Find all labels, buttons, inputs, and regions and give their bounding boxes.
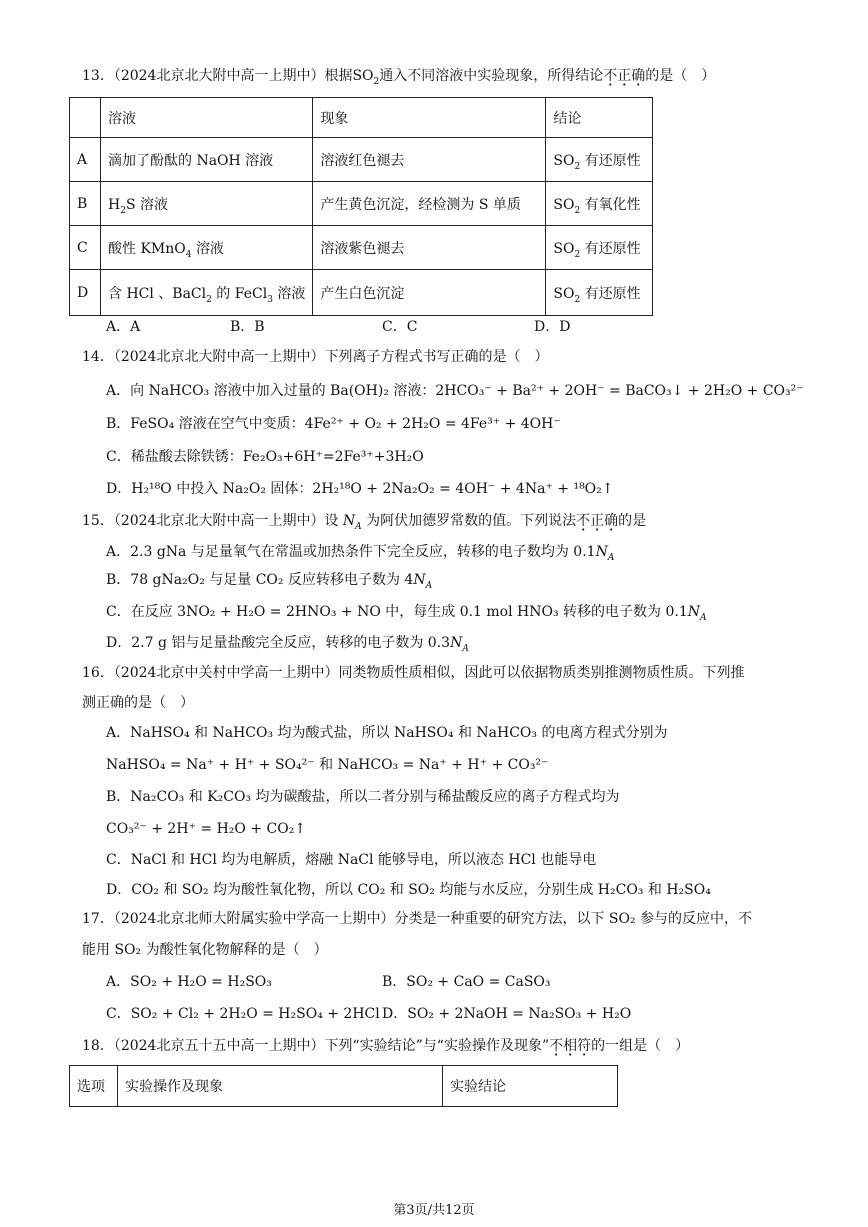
q15-option-c: C．在反应 3NO₂ + H₂O = 2HNO₃ + NO 中，每生成 0.1 mol HNO₃ 转移的电子数为 $0.1N_A$ — [106, 604, 707, 623]
q15-option-b: B．78 gNa₂O₂ 与足量 CO₂ 反应转移电子数为 $4N_A$ — [106, 572, 433, 591]
choice-b[interactable]: B．B — [230, 319, 265, 335]
q16-option-a-eq: NaHSO₄ = Na⁺ + H⁺ + SO₄²⁻ 和 NaHCO₃ = Na⁺ + H⁺ + CO₃²⁻ — [106, 757, 549, 773]
q18-table: 选项 实验操作及现象 实验结论 — [69, 1065, 618, 1107]
q16-stem-2: 测正确的是（ ） — [82, 695, 194, 711]
table-row: C 酸性 KMnO$_4$ 溶液 溶液紫色褪去 $SO_2$ 有还原性 — [70, 226, 653, 270]
q16-option-d: D．CO₂ 和 SO₂ 均为酸性氧化物，所以 CO₂ 和 SO₂ 均能与水反应，分别生成 H₂CO₃ 和 H₂SO₄ — [106, 882, 711, 898]
q13-num: 13． — [82, 68, 114, 84]
q16-stem: 16．（2024北京中关村中学高一上期中）同类物质性质相似，因此可以依据物质类别推测物质性质。下列推 — [82, 665, 745, 681]
table-row: D 含 HCl 、BaCl$_2$ 的 FeCl$_3$ 溶液 产生白色沉淀 $SO_2$ 有还原性 — [70, 270, 653, 316]
choice-d[interactable]: D．D — [534, 319, 571, 335]
q15-stem: 15．（2024北京北大附中高一上期中）设 $N_A$ 为阿伏加德罗常数的值。下列说法不正确的是 — [82, 513, 647, 532]
q13-choices — [106, 317, 570, 337]
choice-c[interactable]: C．C — [382, 319, 418, 335]
q18-stem: 18．（2024北京五十五中高一上期中）下列“实验结论”与“实验操作及现象”不相符的一组是（ ） — [82, 1038, 690, 1054]
q16-option-b-eq: CO₃²⁻ + 2H⁺ = H₂O + CO₂↑ — [106, 821, 307, 837]
q14-stem: 14．（2024北京北大附中高一上期中）下列离子方程式书写正确的是（ ） — [82, 349, 549, 365]
choice-a[interactable]: A．A — [106, 319, 141, 335]
table-row: A 滴加了酚酞的 NaOH 溶液 溶液红色褪去 $SO_2$ 有还原性 — [70, 138, 653, 182]
q17-option-b: B．SO₂ + CaO = CaSO₃ — [382, 974, 551, 990]
q16-option-a: A．NaHSO₄ 和 NaHCO₃ 均为酸式盐，所以 NaHSO₄ 和 NaHCO₃ 的电离方程式分别为 — [106, 725, 668, 741]
q15-option-a: A．2.3 gNa 与足量氧气在常温或加热条件下完全反应，转移的电子数均为 $0.1N_A$ — [106, 544, 615, 563]
q17-option-c: C．SO₂ + Cl₂ + 2H₂O = H₂SO₄ + 2HCl — [106, 1006, 380, 1022]
q14-option-a: A．向 NaHCO₃ 溶液中加入过量的 Ba(OH)₂ 溶液：2HCO₃⁻ + Ba²⁺ + 2OH⁻ = BaCO₃↓ + 2H₂O + CO₃²⁻ — [106, 383, 804, 399]
page-footer: 第3页/共12页 — [393, 1203, 475, 1218]
q17-stem-2: 能用 SO₂ 为酸性氧化物解释的是（ ） — [82, 942, 328, 958]
q13-table: 溶液 现象 结论 A 滴加了酚酞的 NaOH 溶液 溶液红色褪去 $SO_2$ 有还原性 B $H_2S$ 溶液 产生黄色沉淀，经检测为 S 单质 $SO_2$ 有氧化性 C 酸性 KMnO$_4$ 溶液 溶液紫色褪去 $SO_2$ 有还原性 D 含 HCl 、BaCl$_2$ 的 FeCl$_3$ 溶液 产生白色沉淀 $SO_2$ 有还原性 — [69, 97, 653, 316]
q17-option-a: A．SO₂ + H₂O = H₂SO₃ — [106, 974, 272, 990]
q16-option-b: B．Na₂CO₃ 和 K₂CO₃ 均为碳酸盐，所以二者分别与稀盐酸反应的离子方程式均为 — [106, 789, 620, 805]
q17-stem: 17．（2024北京北师大附属实验中学高一上期中）分类是一种重要的研究方法，以下 SO₂ 参与的反应中，不 — [82, 911, 753, 927]
q17-option-d: D．SO₂ + 2NaOH = Na₂SO₃ + H₂O — [382, 1006, 632, 1022]
q13-source: （2024北京北大附中高一上期中） — [113, 68, 325, 84]
q16-option-c: C．NaCl 和 HCl 均为电解质，熔融 NaCl 能够导电，所以液态 HCl 也能导电 — [106, 852, 597, 868]
q14-option-b: B．FeSO₄ 溶液在空气中变质：4Fe²⁺ + O₂ + 2H₂O = 4Fe³⁺ + 4OH⁻ — [106, 416, 561, 432]
q13-stem: 13．（2024北京北大附中高一上期中）根据$SO_2$通入不同溶液中实验现象，所得结论不正确的是（ ） — [82, 68, 716, 87]
table-row: B $H_2S$ 溶液 产生黄色沉淀，经检测为 S 单质 $SO_2$ 有氧化性 — [70, 182, 653, 226]
q14-option-c: C．稀盐酸去除铁锈：Fe₂O₃+6H⁺=2Fe³⁺+3H₂O — [106, 449, 424, 465]
q15-option-d: D．2.7 g 铝与足量盐酸完全反应，转移的电子数为 $0.3N_A$ — [106, 635, 469, 654]
q14-option-d: D．H₂¹⁸O 中投入 Na₂O₂ 固体：2H₂¹⁸O + 2Na₂O₂ = 4OH⁻ + 4Na⁺ + ¹⁸O₂↑ — [106, 481, 614, 497]
